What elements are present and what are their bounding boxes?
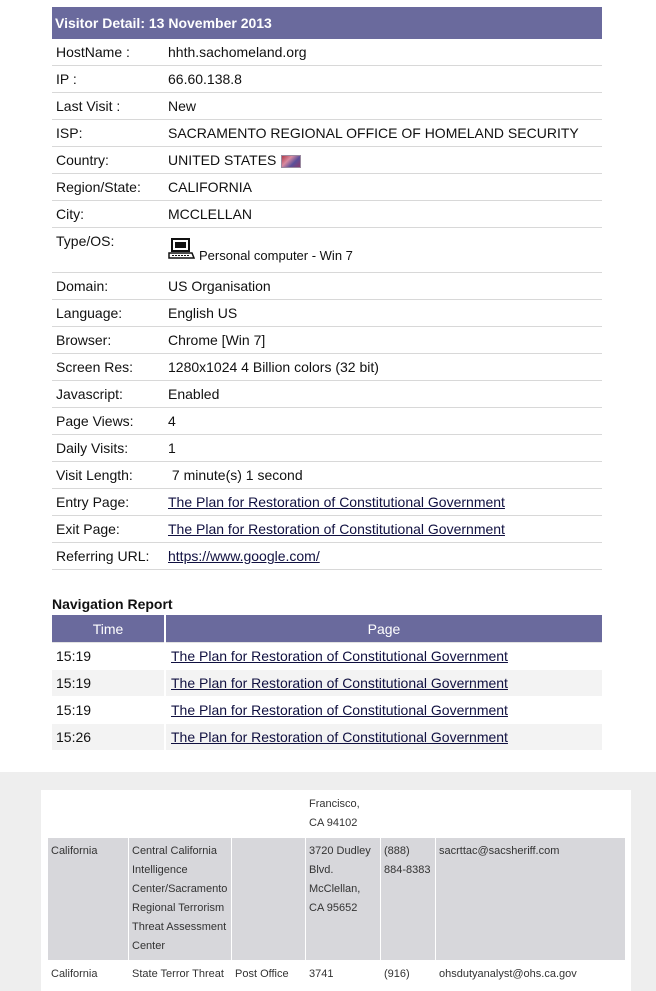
directory-document	[41, 790, 631, 991]
fusion-center-table	[47, 790, 626, 989]
visitor-detail-title: Visitor Detail: 13 November 2013	[52, 7, 602, 39]
computer-icon	[168, 238, 195, 263]
navigation-report-title: Navigation Report	[52, 596, 173, 612]
table-row: 15:26 The Plan for Restoration of Constitutional Government	[52, 724, 602, 751]
us-flag-icon	[281, 155, 301, 168]
directory-screenshot	[0, 772, 656, 991]
nav-page-link[interactable]: The Plan for Restoration of Constitutional Government	[171, 729, 508, 745]
table-row: Francisco, CA 94102	[48, 791, 626, 838]
detail-row-page-views: Page Views: 4	[52, 408, 602, 435]
entry-page-link[interactable]: The Plan for Restoration of Constitutional Government	[168, 494, 505, 510]
detail-row-exit-page: Exit Page: The Plan for Restoration of Constitutional Government	[52, 516, 602, 543]
detail-row-hostname: HostName : hhth.sachomeland.org	[52, 39, 602, 66]
referring-url-link[interactable]: https://www.google.com/	[168, 548, 320, 564]
detail-row-country: Country: UNITED STATES	[52, 147, 602, 174]
table-row: California State Terror Threat Post Office 3741 (916) ohsdutyanalyst@ohs.ca.gov	[48, 961, 626, 989]
detail-row-region: Region/State: CALIFORNIA	[52, 174, 602, 201]
detail-row-city: City: MCCLELLAN	[52, 201, 602, 228]
detail-row-last-visit: Last Visit : New	[52, 93, 602, 120]
os-value: Personal computer - Win 7	[199, 247, 353, 263]
detail-row-browser: Browser: Chrome [Win 7]	[52, 327, 602, 354]
visitor-detail-panel	[52, 7, 602, 751]
detail-row-daily-visits: Daily Visits: 1	[52, 435, 602, 462]
visitor-detail-table	[52, 39, 602, 570]
detail-row-isp: ISP: SACRAMENTO REGIONAL OFFICE OF HOMELAND SECURITY	[52, 120, 602, 147]
detail-row-ip: IP : 66.60.138.8	[52, 66, 602, 93]
table-row: 15:19 The Plan for Restoration of Constitutional Government	[52, 670, 602, 697]
detail-row-domain: Domain: US Organisation	[52, 273, 602, 300]
detail-row-referring-url: Referring URL: https://www.google.com/	[52, 543, 602, 570]
detail-row-type-os: Type/OS: Personal computer - Win 7	[52, 228, 602, 273]
nav-page-link[interactable]: The Plan for Restoration of Constitutional Government	[171, 675, 508, 691]
detail-row-entry-page: Entry Page: The Plan for Restoration of Constitutional Government	[52, 489, 602, 516]
country-value: UNITED STATES	[168, 152, 277, 168]
detail-row-screen-res: Screen Res: 1280x1024 4 Billion colors (32 bit)	[52, 354, 602, 381]
nav-page-link[interactable]: The Plan for Restoration of Constitutional Government	[171, 648, 508, 664]
table-row: 15:19 The Plan for Restoration of Constitutional Government	[52, 643, 602, 670]
detail-row-visit-length: Visit Length: 7 minute(s) 1 second	[52, 462, 602, 489]
detail-row-javascript: Javascript: Enabled	[52, 381, 602, 408]
navigation-report-table	[52, 615, 602, 751]
detail-row-language: Language: English US	[52, 300, 602, 327]
table-row: 15:19 The Plan for Restoration of Constitutional Government	[52, 697, 602, 724]
col-header-time: Time	[52, 615, 165, 643]
exit-page-link[interactable]: The Plan for Restoration of Constitutional Government	[168, 521, 505, 537]
col-header-page: Page	[165, 615, 602, 643]
nav-page-link[interactable]: The Plan for Restoration of Constitutional Government	[171, 702, 508, 718]
table-row: California Central California Intelligence Center/Sacramento Regional Terrorism Threat Assessment Center 3720 Dudley Blvd. McClellan, CA 95652 (888) 884-8383 sacrttac@sacsheriff.com	[48, 838, 626, 961]
